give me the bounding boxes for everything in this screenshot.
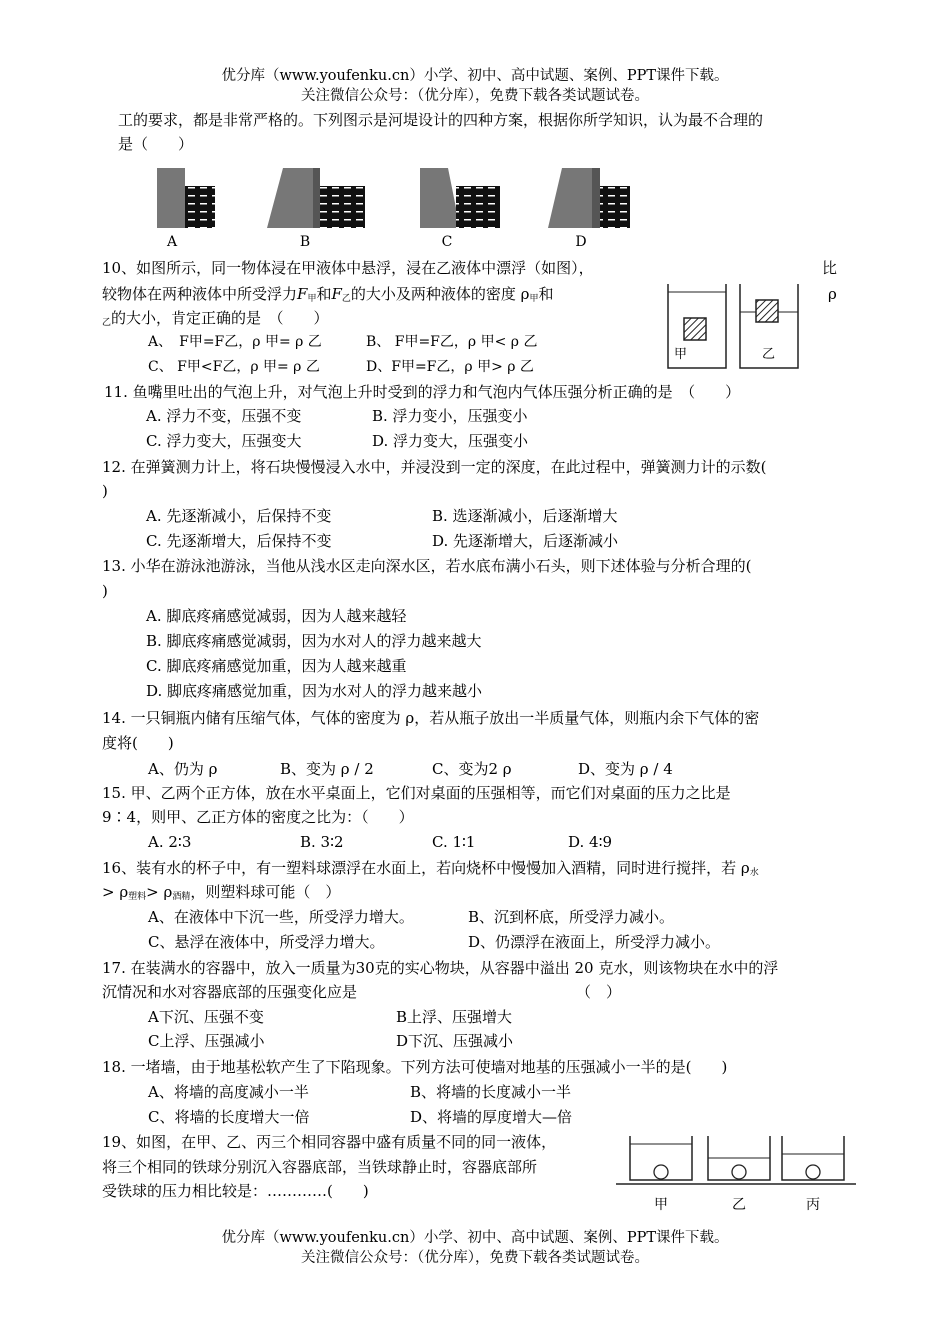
q10-line-3: $_乙$的大小，肯定正确的是 （ ）	[102, 309, 329, 328]
q15-option-c: C. 1∶1	[432, 833, 476, 851]
header-line-2: 关注微信公众号：（优分库），免费下载各类试题试卷。	[301, 88, 649, 104]
dam-option-a	[157, 168, 215, 228]
q15-stem-end: 9∶4，则甲、乙正方体的密度之比为：（ ）	[102, 808, 414, 826]
beaker-label-yi: 乙	[762, 347, 776, 362]
q10-option-c: C、 F甲<F乙，ρ 甲= ρ 乙	[148, 359, 320, 375]
q10-option-b: B、 F甲=F乙，ρ 甲< ρ 乙	[366, 334, 538, 350]
q14-option-a: A、仍为 ρ	[148, 760, 218, 778]
q10-line-1: 10、如图所示，同一物体浸在甲液体中悬浮，浸在乙液体中漂浮（如图），	[102, 259, 594, 277]
q11-option-c: C. 浮力变大，压强变大	[146, 432, 302, 450]
q14-option-c: C、变为2 ρ	[432, 760, 512, 778]
container-bing	[782, 1136, 844, 1180]
q18-option-d: D、将墙的厚度增大—倍	[410, 1108, 573, 1126]
dam-option-c	[420, 168, 500, 228]
container-label-jia: 甲	[654, 1197, 668, 1213]
q17-option-c: C上浮、压强减小	[148, 1032, 265, 1050]
q13-stem-end: )	[102, 582, 108, 600]
q17-option-a: A下沉、压强不变	[148, 1008, 264, 1026]
q14-stem: 14. 一只铜瓶内储有压缩气体，气体的密度为 ρ，若从瓶子放出一半质量气体，则瓶内余下气体的密	[102, 709, 760, 727]
q19-line-2: 将三个相同的铁球分别沉入容器底部，当铁球静止时，容器底部所	[102, 1158, 538, 1176]
q19-line-1: 19、如图，在甲、乙、丙三个相同容器中盛有质量不同的同一液体，	[102, 1133, 557, 1151]
container-yi	[708, 1136, 770, 1180]
footer-line-2: 关注微信公众号：（优分库），免费下载各类试题试卷。	[301, 1250, 649, 1266]
q19-containers-figure	[616, 1130, 856, 1190]
q17-answer-paren: （ ）	[576, 983, 622, 1001]
q9-line-2: 是（ ）	[118, 135, 194, 153]
q16-option-c: C、悬浮在液体中，所受浮力增大。	[148, 933, 385, 951]
q11-stem: 11. 鱼嘴里吐出的气泡上升，对气泡上升时受到的浮力和气泡内气体压强分析正确的是 （ ）	[104, 383, 741, 401]
q13-option-c: C. 脚底疼痛感觉加重，因为人越来越重	[146, 657, 407, 675]
q14-option-b: B、变为 ρ / 2	[280, 760, 374, 778]
footer-line-1: 优分库（www.youfenku.cn）小学、初中、高中试题、案例、PPT课件下载。	[221, 1230, 729, 1246]
dam-option-b	[267, 168, 365, 228]
beaker-label-jia: 甲	[674, 347, 688, 362]
q17-stem: 17. 在装满水的容器中，放入一质量为30克的实心物块，从容器中溢出 20 克水，则该物块在水中的浮	[102, 959, 779, 977]
q13-option-d: D. 脚底疼痛感觉加重，因为水对人的浮力越来越小	[146, 682, 483, 700]
q13-option-a: A. 脚底疼痛感觉减弱，因为人越来越轻	[146, 607, 407, 625]
q12-option-c: C. 先逐渐增大，后保持不变	[146, 532, 332, 550]
q9-line-1: 工的要求，都是非常严格的。下列图示是河堤设计的四种方案，根据你所学知识，认为最不合理的	[118, 111, 764, 129]
q16-stem: 16、装有水的杯子中，有一塑料球漂浮在水面上，若向烧杯中慢慢加入酒精，同时进行搅拌，若 $\rho_水$	[102, 859, 759, 878]
q11-option-a: A. 浮力不变，压强不变	[146, 407, 302, 425]
q10-option-a: A、 F甲=F乙，ρ 甲= ρ 乙	[148, 334, 322, 350]
q10-line-1-end: 比	[822, 259, 838, 277]
q10-option-d: D、F甲=F乙，ρ 甲> ρ 乙	[366, 359, 534, 375]
q11-option-d: D. 浮力变大，压强变小	[372, 432, 529, 450]
q16-option-a: A、在液体中下沉一些，所受浮力增大。	[148, 908, 414, 926]
q15-option-d: D. 4∶9	[568, 833, 613, 851]
q12-option-d: D. 先逐渐增大，后逐渐减小	[432, 532, 619, 550]
q11-option-b: B. 浮力变小，压强变小	[372, 407, 528, 425]
q16-stem-2: > $\rho_{塑料}> \rho_{酒精}$，则塑料球可能（ ）	[102, 883, 341, 902]
q10-line-2: 较物体在两种液体中所受浮力$F_甲$和$F_乙$的大小及两种液体的密度 $\rho_甲$和	[102, 285, 554, 304]
q18-option-c: C、将墙的长度增大一倍	[148, 1108, 310, 1126]
dam-label-a: A	[166, 234, 178, 250]
q15-option-a: A. 2∶3	[148, 833, 192, 851]
q12-option-a: A. 先逐渐减小，后保持不变	[146, 507, 332, 525]
q12-stem-end: )	[102, 482, 108, 500]
q13-stem: 13. 小华在游泳池游泳，当他从浅水区走向深水区，若水底布满小石头，则下述体验与分析合理的(	[102, 557, 752, 575]
q16-option-d: D、仍漂浮在液面上，所受浮力减小。	[468, 933, 721, 951]
dam-label-b: B	[299, 234, 311, 250]
q16-option-b: B、沉到杯底，所受浮力减小。	[468, 908, 675, 926]
q15-stem: 15. 甲、乙两个正方体，放在水平桌面上，它们对桌面的压强相等，而它们对桌面的压力之比是	[102, 784, 731, 802]
container-jia	[630, 1136, 692, 1180]
q18-option-b: B、将墙的长度减小一半	[410, 1083, 572, 1101]
container-label-bing: 丙	[806, 1197, 820, 1213]
q17-option-b: B上浮、压强增大	[396, 1008, 513, 1026]
dam-option-d	[548, 168, 630, 228]
q12-option-b: B. 选逐渐减小，后逐渐增大	[432, 507, 618, 525]
q14-stem-end: 度将( )	[102, 734, 174, 752]
q18-stem: 18. 一堵墙，由于地基松软产生了下陷现象。下列方法可使墙对地基的压强减小一半的是( )	[102, 1058, 728, 1076]
q14-option-d: D、变为 ρ / 4	[578, 760, 673, 778]
container-label-yi: 乙	[732, 1197, 746, 1213]
q12-stem: 12. 在弹簧测力计上，将石块慢慢浸入水中，并浸没到一定的深度，在此过程中，弹簧测力计的示数(	[102, 458, 767, 476]
q19-line-3: 受铁球的压力相比较是：…………( )	[102, 1182, 369, 1200]
q18-option-a: A、将墙的高度减小一半	[148, 1083, 309, 1101]
dam-designs-figure	[150, 160, 630, 235]
header-line-1: 优分库（www.youfenku.cn）小学、初中、高中试题、案例、PPT课件下载。	[221, 68, 729, 84]
q17-stem-2: 沉情况和水对容器底部的压强变化应是	[102, 983, 358, 1001]
q17-option-d: D下沉、压强减小	[396, 1032, 514, 1050]
q15-option-b: B. 3∶2	[300, 833, 344, 851]
dam-label-c: C	[441, 234, 453, 250]
q13-option-b: B. 脚底疼痛感觉减弱，因为水对人的浮力越来越大	[146, 632, 482, 650]
q10-line-2-rho: ρ	[828, 285, 837, 303]
dam-label-d: D	[575, 234, 587, 250]
